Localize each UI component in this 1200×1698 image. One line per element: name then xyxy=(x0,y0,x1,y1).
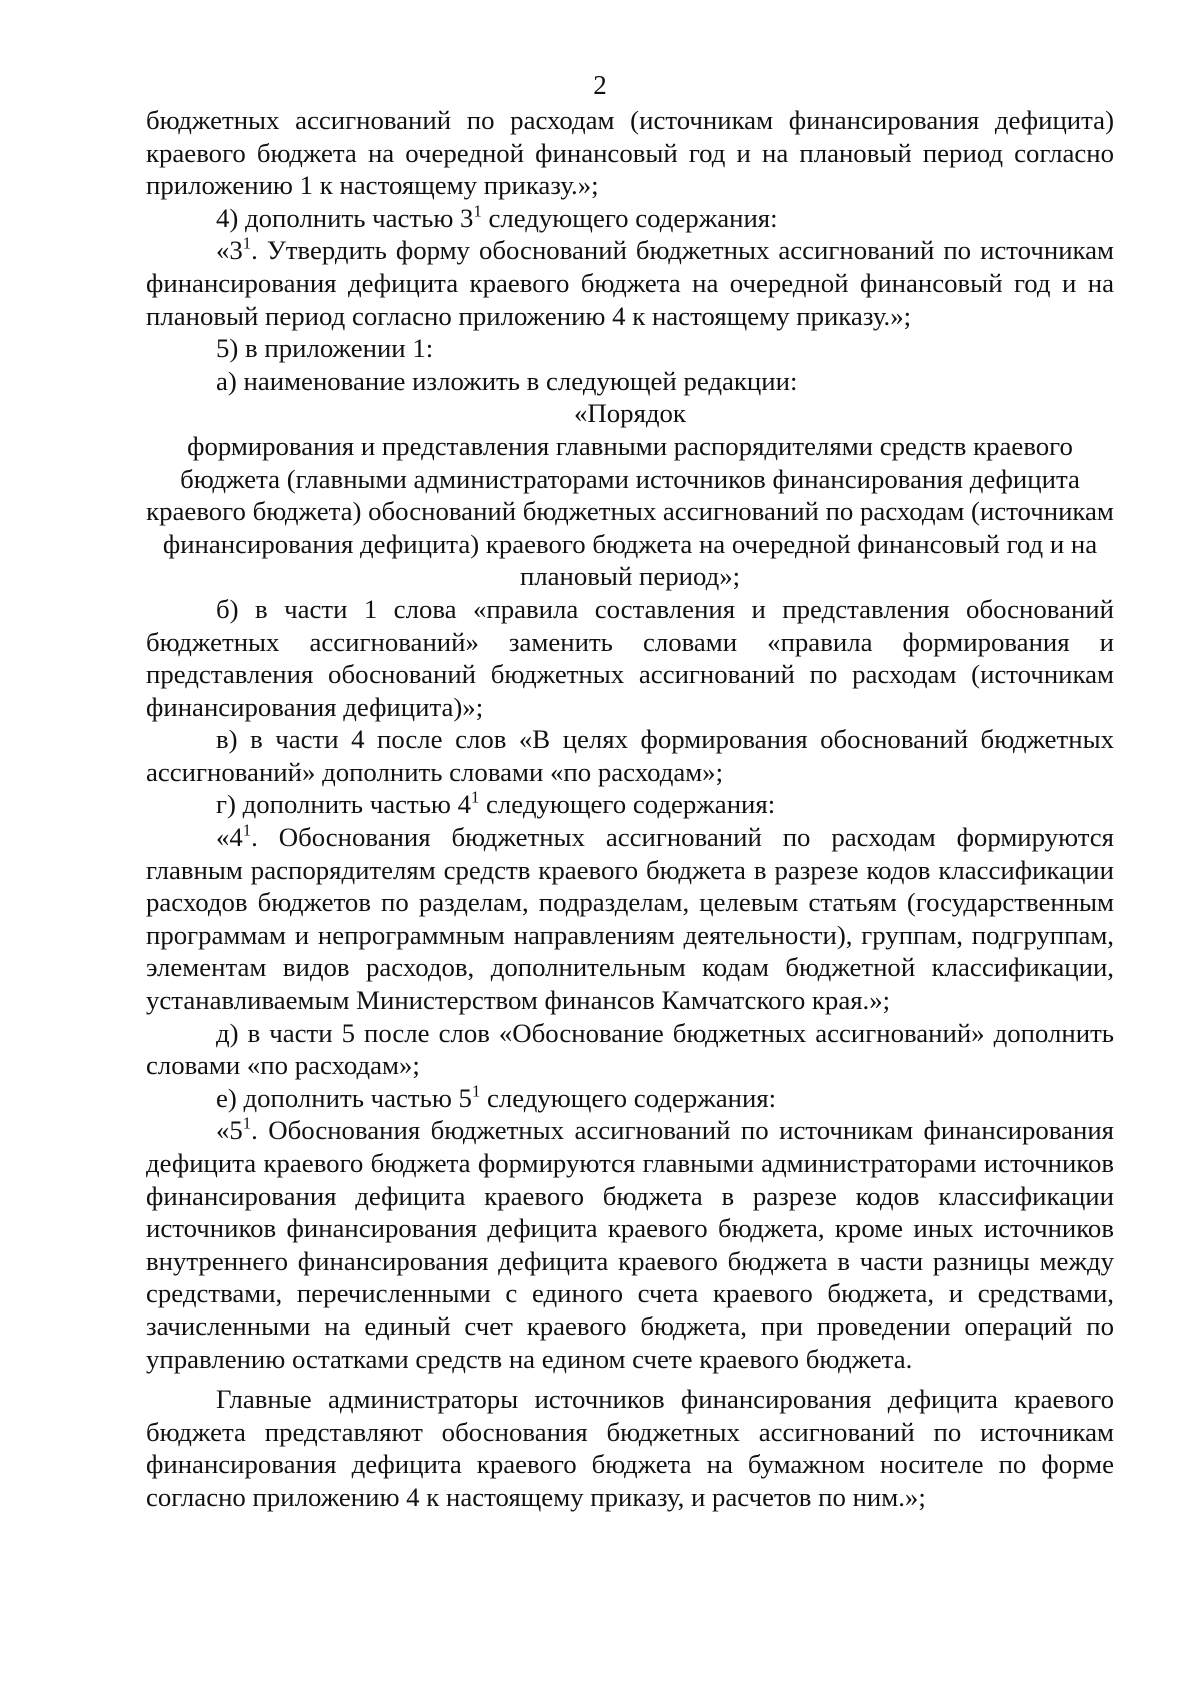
text-segment: 5) в приложении 1: xyxy=(216,333,434,364)
paragraph-p14 xyxy=(146,1114,1114,1375)
text-segment: 4) дополнить частью 3 xyxy=(216,202,474,233)
page-number: 2 xyxy=(593,70,607,100)
superscript: 1 xyxy=(471,788,480,808)
paragraph-p13 xyxy=(146,1082,1114,1115)
paragraph-p3 xyxy=(146,234,1114,332)
paragraph-p7 xyxy=(146,430,1114,593)
superscript: 1 xyxy=(242,234,252,254)
text-segment: «3 xyxy=(216,235,243,266)
text-segment: . Утвердить форму обоснований бюджетных ассигнований по источникам финансирования дефицита краевого бюджета на очередной финансовый год и на плановый период согласно приложению 4 к настоящему приказу.»; xyxy=(146,235,1114,331)
text-segment: е) дополнить частью 5 xyxy=(216,1082,472,1113)
paragraph-p2 xyxy=(146,202,1114,235)
text-segment: следующего содержания: xyxy=(480,1082,777,1113)
document-body xyxy=(146,104,1114,1514)
text-segment: следующего содержания: xyxy=(479,789,776,820)
text-segment: «5 xyxy=(216,1115,243,1146)
superscript: 1 xyxy=(471,1081,481,1101)
text-segment: в) в части 4 после слов «В целях формирования обоснований бюджетных ассигнований» дополнить словами «по расходам»; xyxy=(146,724,1114,787)
text-segment: . Обоснования бюджетных ассигнований по источникам финансирования дефицита краевого бюджета формируются главными администраторами источников финансирования дефицита краевого бюджета в разрезе кодов классификации источников финансирования дефицита краевого бюджета, кроме иных источников внутреннего финансирования дефицита краевого бюджета в части разницы между средствами, перечисленными с единого счета краевого бюджета, и средствами, зачисленными на единый счет краевого бюджета, при проведении операций по управлению остатками средств на едином счете краевого бюджета. xyxy=(146,1115,1114,1374)
paragraph-p15 xyxy=(146,1383,1114,1513)
text-segment: б) в части 1 слова «правила составления и представления обоснований бюджетных ассигнований» заменить словами «правила формирования и представления обоснований бюджетных ассигнований по расходам (источникам финансирования дефицита)»; xyxy=(146,593,1114,722)
paragraph-p6 xyxy=(146,397,1114,430)
paragraph-p8 xyxy=(146,593,1114,723)
superscript: 1 xyxy=(242,1114,252,1134)
paragraph-p9 xyxy=(146,723,1114,788)
text-segment: бюджетных ассигнований по расходам (источникам финансирования дефицита) краевого бюджета на очередной финансовый год и на плановый период согласно приложению 1 к настоящему приказу.»; xyxy=(146,105,1114,201)
paragraph-p1 xyxy=(146,104,1114,202)
text-segment: следующего содержания: xyxy=(481,202,778,233)
paragraph-p5 xyxy=(146,365,1114,398)
text-segment: Главные администраторы источников финансирования дефицита краевого бюджета представляют обоснования бюджетных ассигнований по источникам финансирования дефицита краевого бюджета на бумажном носителе по форме согласно приложению 4 к настоящему приказу, и расчетов по ним.»; xyxy=(146,1384,1114,1512)
text-segment: д) в части 5 после слов «Обоснование бюджетных ассигнований» дополнить словами «по расходам»; xyxy=(146,1017,1114,1081)
text-segment: формирования и представления главными распорядителями средств краевого бюджета (главными администраторами источников финансирования дефицита краевого бюджета) обоснований бюджетных ассигнований по расходам (источникам финансирования дефицита) краевого бюджета на очередной финансовый год и на плановый период»; xyxy=(146,430,1114,592)
paragraph-p10 xyxy=(146,788,1114,821)
text-segment: «4 xyxy=(216,822,243,853)
superscript: 1 xyxy=(242,820,252,840)
text-segment: . Обоснования бюджетных ассигнований по расходам формируются главным распорядителям средств краевого бюджета в разрезе кодов классификации расходов бюджетов по разделам, подразделам, целевым статьям (государственным программам и непрограммным направлениям деятельности), группам, подгруппам, элементам видов расходов, дополнительным кодам бюджетной классификации, устанавливаемым Министерством финансов Камчатского края.»; xyxy=(146,822,1114,1016)
paragraph-p12 xyxy=(146,1017,1114,1082)
text-segment: г) дополнить частью 4 xyxy=(216,789,472,820)
text-segment: а) наименование изложить в следующей редакции: xyxy=(216,365,798,396)
superscript: 1 xyxy=(473,201,482,221)
paragraph-p11 xyxy=(146,821,1114,1017)
text-segment: «Порядок xyxy=(574,398,686,429)
paragraph-p4 xyxy=(146,332,1114,365)
